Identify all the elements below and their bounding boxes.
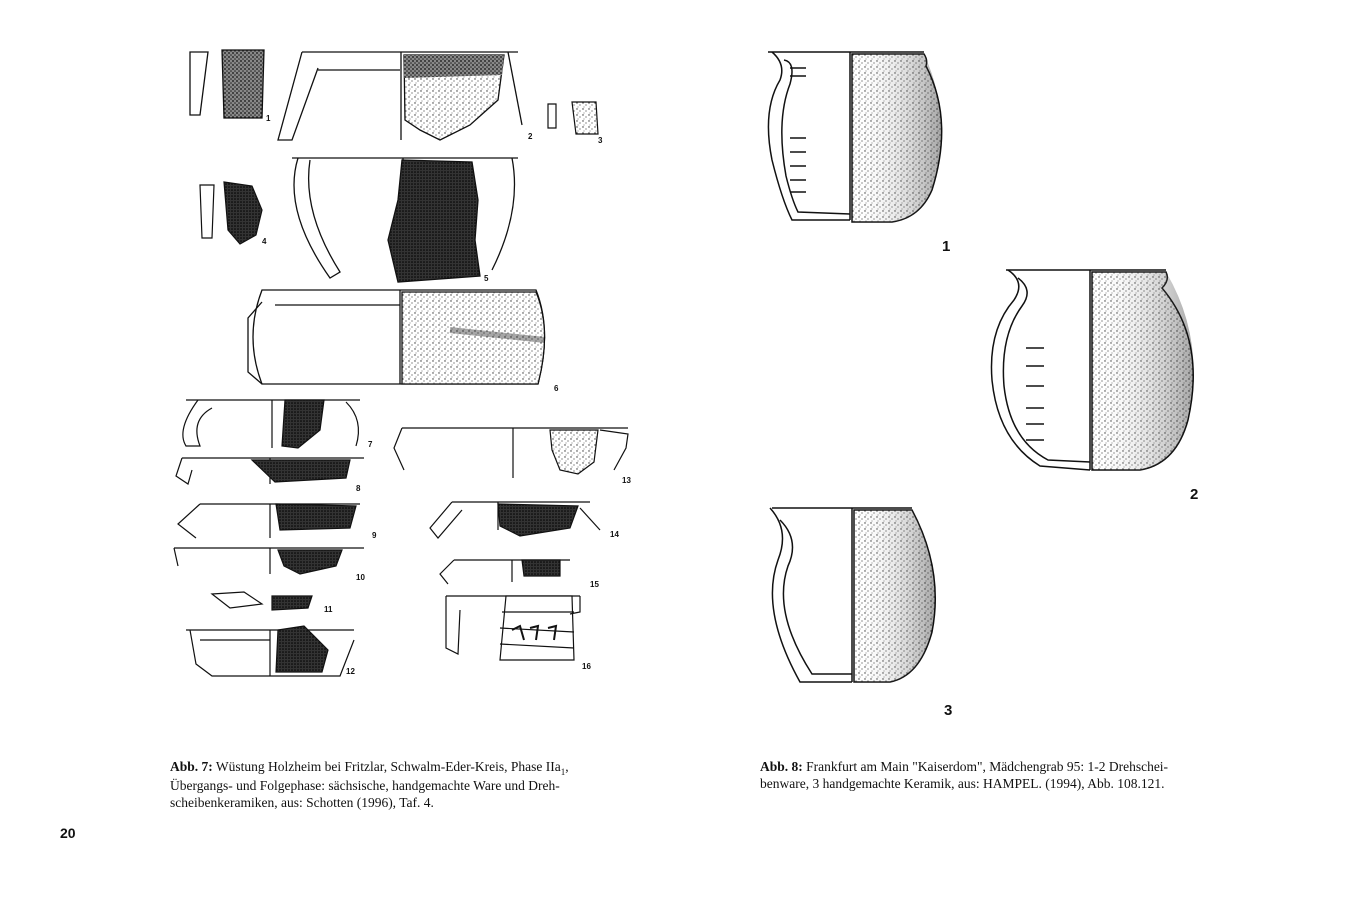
figure-8-caption — [760, 758, 1230, 792]
vessel-8-2 — [991, 270, 1193, 470]
fig7-label-11: 11 — [324, 605, 333, 614]
fig8-label-3: 3 — [944, 702, 953, 719]
fig7-label-14: 14 — [610, 530, 619, 539]
figure-8-caption-text1: Frankfurt am Main "Kaiserdom", Mädchengrab 95: 1-2 Drehschei- — [806, 759, 1169, 774]
figure-7-caption — [170, 758, 630, 811]
fig7-label-3: 3 — [598, 136, 603, 145]
fig7-label-16: 16 — [582, 662, 591, 671]
fig8-label-1: 1 — [942, 238, 951, 255]
figure-8-caption-label: Abb. 8: — [760, 759, 803, 774]
fig7-label-13: 13 — [622, 476, 631, 485]
fig7-label-2: 2 — [528, 132, 533, 141]
fig7-label-5: 5 — [484, 274, 489, 283]
vessel-8-3 — [770, 508, 935, 682]
figure-7-caption-line1 — [170, 758, 630, 777]
figure-7-caption-label: Abb. 7: — [170, 759, 213, 774]
vessel-8-1 — [768, 52, 942, 222]
figure-7-caption-line3: scheibenkeramiken, aus: Schotten (1996), Taf. 4. — [170, 795, 434, 810]
fig7-label-6: 6 — [554, 384, 559, 393]
figure-7-caption-text1: Wüstung Holzheim bei Fritzlar, Schwalm-Eder-Kreis, Phase IIa — [215, 759, 561, 774]
figure-7-caption-line2: Übergangs- und Folgephase: sächsische, handgemachte Ware und Dreh- — [170, 778, 560, 793]
fig7-label-10: 10 — [356, 573, 365, 582]
fig7-label-1: 1 — [266, 114, 271, 123]
fig7-label-7: 7 — [368, 440, 373, 449]
fig7-label-12: 12 — [346, 667, 355, 676]
fig7-label-8: 8 — [356, 484, 361, 493]
fig7-label-9: 9 — [372, 531, 377, 540]
figure-7-caption-comma: , — [565, 759, 569, 774]
fig7-label-15: 15 — [590, 580, 599, 589]
fig8-label-2: 2 — [1190, 486, 1199, 503]
figure-8-caption-line2: benware, 3 handgemachte Keramik, aus: HAMPEL. (1994), Abb. 108.121. — [760, 776, 1165, 791]
figure-7-caption-subscript: 1 — [560, 767, 566, 777]
fig7-label-4: 4 — [262, 237, 267, 246]
figure-8-caption-line1 — [760, 758, 1230, 775]
page-number: 20 — [60, 825, 76, 841]
